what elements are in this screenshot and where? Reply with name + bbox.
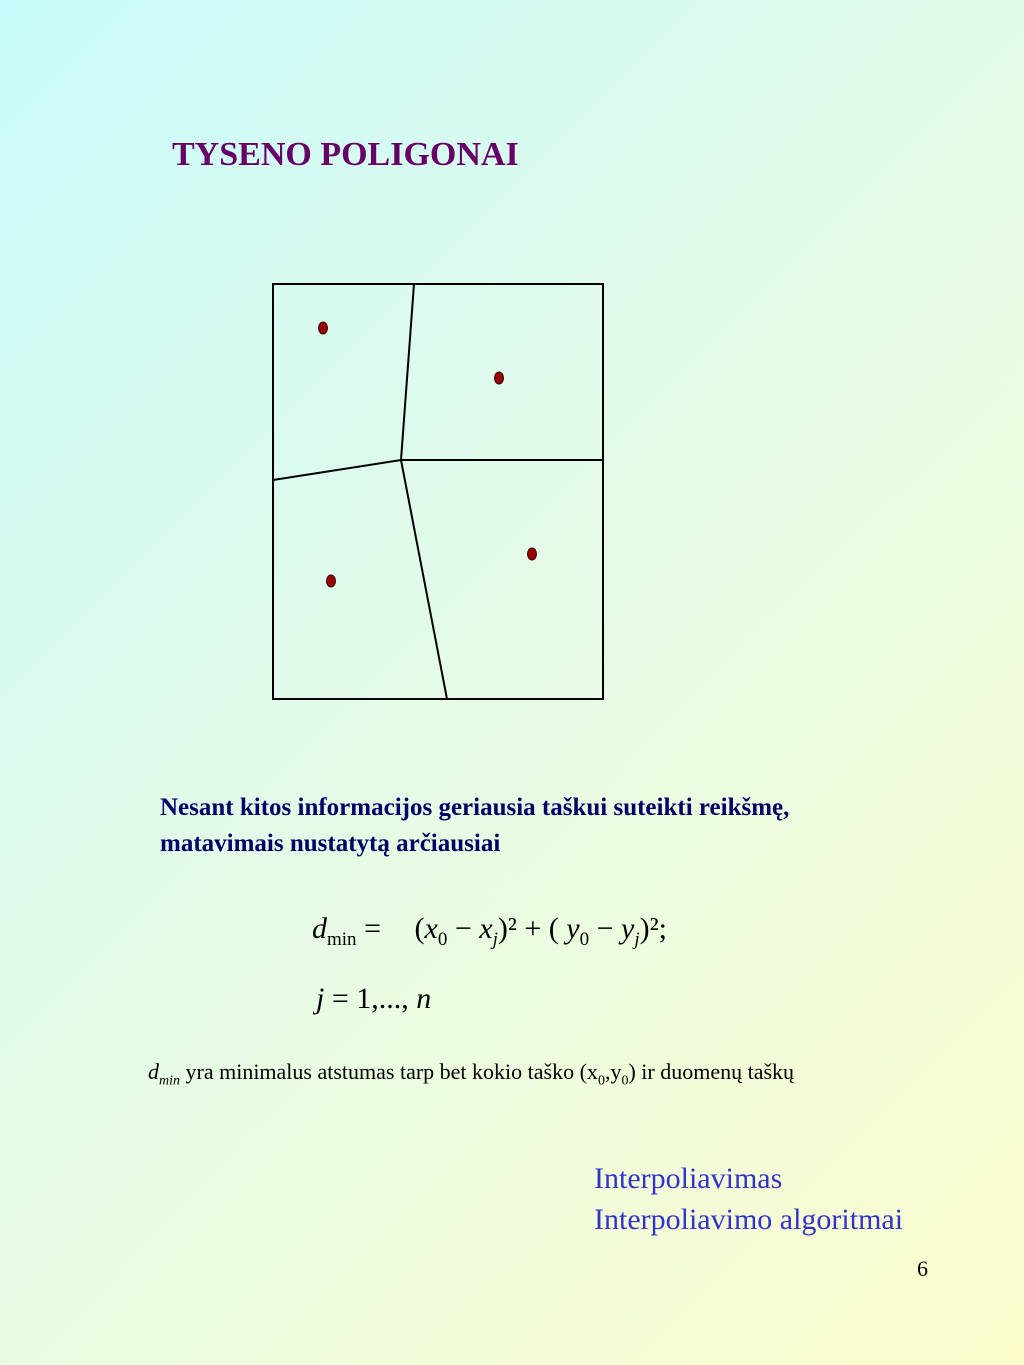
description xyxy=(160,790,789,862)
distance-formula: $d_{min} = (x_0 - x_j)^2$ + ( $y_0 - y_j)^2$; xyxy=(312,912,667,950)
data-point xyxy=(319,322,328,334)
slide-title: TYSENO POLIGONAI xyxy=(172,136,519,173)
data-point xyxy=(327,575,336,587)
polygon-boundary xyxy=(273,460,401,480)
link-interpoliavimas[interactable]: Interpoliavimas xyxy=(594,1162,783,1195)
page-number: 6 xyxy=(917,1256,928,1281)
description-line: matavimais nustatytą arčiausiai xyxy=(160,830,501,857)
dmin-definition: $d_{min}$ yra minimalus atstumas tarp bet kokio taško $(x_0,y_0)$ ir duomenų taškų xyxy=(148,1059,795,1089)
link-interpoliavimo-algoritmai[interactable]: Interpoliavimo algoritmai xyxy=(594,1203,904,1236)
polygon-boundary xyxy=(401,460,447,699)
polygon-boundary xyxy=(401,284,414,460)
index-range-formula: j = 1,..., n xyxy=(316,982,432,1015)
diagram-frame xyxy=(273,284,603,699)
related-links xyxy=(594,1158,903,1240)
data-point xyxy=(495,372,504,384)
data-point xyxy=(528,548,537,560)
description-line: Nesant kitos informacijos geriausia taškui suteikti reikšmę, xyxy=(160,794,790,821)
